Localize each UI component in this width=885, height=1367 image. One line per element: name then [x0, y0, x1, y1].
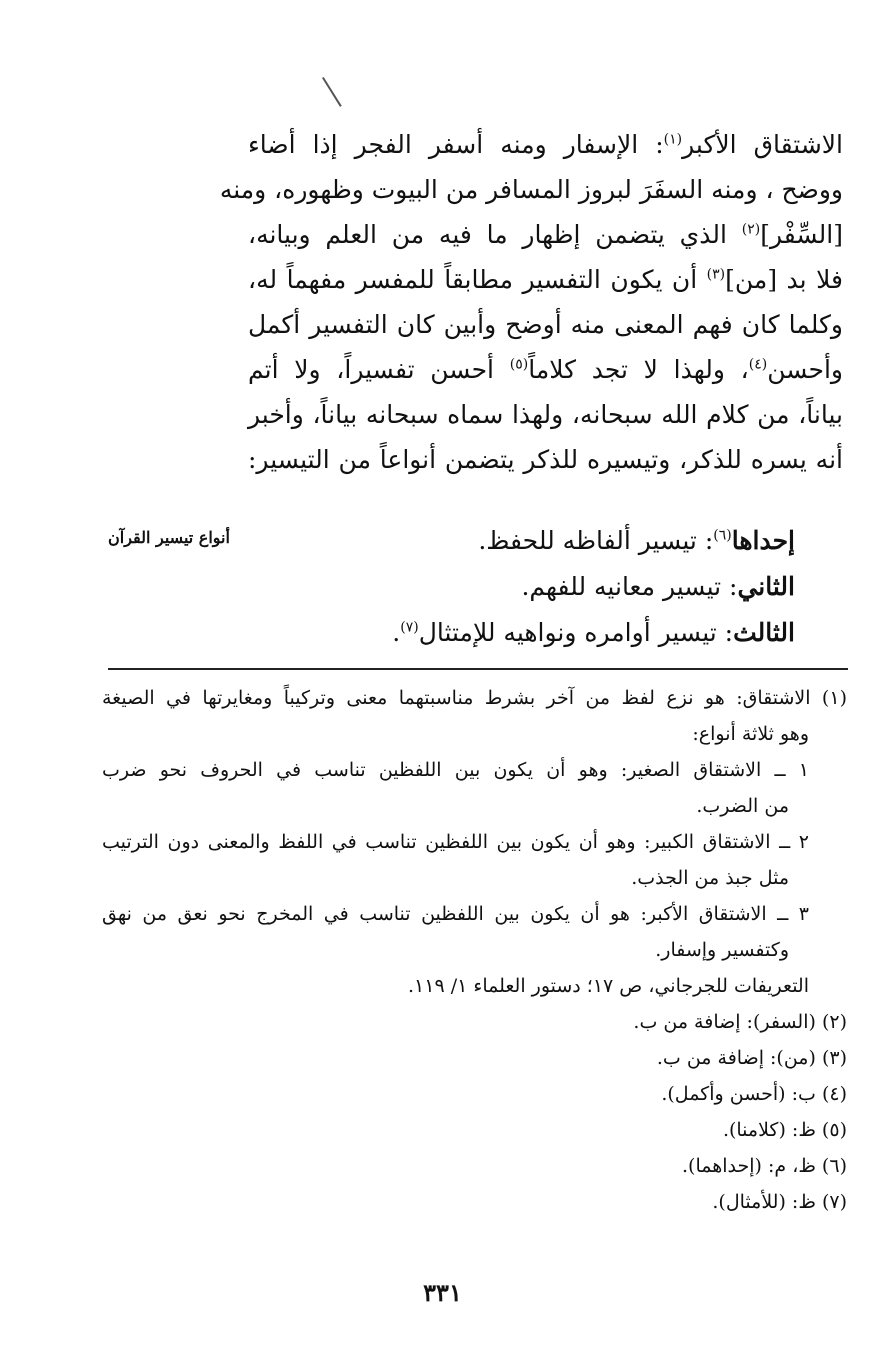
main-text	[219, 122, 843, 482]
footnote-ref-2: (٢)	[741, 221, 761, 238]
footnote-divider	[108, 668, 848, 670]
type-text-2: : تيسير معانيه للفهم.	[521, 572, 738, 601]
footnote-1-item-2: ٢ ــ الاشتقاق الكبير: وهو أن يكون بين اللفظين تناسب في اللفظ والمعنى دون الترتيب	[102, 831, 809, 853]
line-6-rest: أحسن تفسيراً، ولا أتم	[248, 355, 510, 384]
line-4-rest: أن يكون التفسير مطابقاً للمفسر مفهماً له،	[248, 265, 707, 294]
footnote-1-item-1-cont: من الضرب.	[696, 795, 789, 817]
line-1-start: الاشتقاق الأكبر	[682, 130, 843, 159]
footnote-1-source: التعريفات للجرجاني، ص ١٧؛ دستور العلماء ١/ ١١٩.	[408, 975, 809, 997]
type-label-2: الثاني	[737, 572, 795, 601]
footnote-ref-6: (٦)	[713, 527, 732, 544]
line-6-mid: ، ولهذا لا تجد كلاماً	[528, 355, 749, 384]
text-line-3	[248, 212, 843, 257]
footnote-6: (٦) ظ، م: (إحداهما).	[682, 1155, 847, 1177]
line-6-start: وأحسن	[767, 355, 843, 384]
line-1-rest: : الإسفار ومنه أسفر الفجر إذا أضاء	[248, 130, 664, 159]
footnote-1-item-3: ٣ ــ الاشتقاق الأكبر: هو أن يكون بين اللفظين تناسب في المخرج نحو نعق من نهق	[102, 903, 809, 925]
type-row-2	[275, 564, 795, 610]
text-line-7: بياناً، من كلام الله سبحانه، ولهذا سماه سبحانه بياناً، وأخبر	[248, 400, 843, 429]
footnote-2: (٢) (السفر): إضافة من ب.	[633, 1011, 847, 1033]
type-text-3: : تيسير أوامره ونواهيه للإمتثال	[418, 618, 734, 647]
easing-types-list	[275, 518, 795, 656]
margin-note: أنواع تيسير القرآن	[108, 528, 230, 547]
footnotes	[102, 680, 847, 1220]
line-3-start: [السِّفْر]	[760, 220, 843, 249]
type-text-1: : تيسير ألفاظه للحفظ.	[478, 526, 714, 555]
footnote-ref-1: (١)	[663, 131, 683, 148]
footnote-3: (٣) (من): إضافة من ب.	[656, 1047, 847, 1069]
footnote-ref-3: (٣)	[706, 266, 726, 283]
type-row-3	[275, 610, 795, 656]
footnote-ref-5: (٥)	[509, 356, 529, 373]
footnote-ref-4: (٤)	[748, 356, 768, 373]
footnote-1-line-1: (١) الاشتقاق: هو نزع لفظ من آخر بشرط مناسبتهما معنى وتركيباً ومغايرتها في الصيغة	[102, 687, 847, 709]
type-end-3: .	[392, 618, 401, 647]
type-label-1: إحداها	[731, 526, 795, 555]
footnote-1-item-2-cont: مثل جبذ من الجذب.	[631, 867, 789, 889]
footnote-1-line-2: وهو ثلاثة أنواع:	[692, 723, 809, 745]
text-line-2: ووضح ، ومنه السفَرَ لبروز المسافر من البيوت وظهوره، ومنه	[219, 175, 843, 204]
text-line-6	[248, 347, 843, 392]
text-line-4	[248, 257, 843, 302]
type-label-3: الثالث	[733, 618, 795, 647]
footnote-4: (٤) ب: (أحسن وأكمل).	[661, 1083, 847, 1105]
text-line-8: أنه يسره للذكر، وتيسيره للذكر يتضمن أنواعاً من التيسير:	[248, 445, 843, 474]
type-row-1	[275, 518, 795, 564]
footnote-1-item-3-cont: وكتفسير وإسفار.	[655, 939, 789, 961]
line-3-rest: الذي يتضمن إظهار ما فيه من العلم وبيانه،	[248, 220, 742, 249]
text-line-1	[248, 122, 843, 167]
footnote-1-item-1: ١ ــ الاشتقاق الصغير: وهو أن يكون بين اللفظين تناسب في الحروف نحو ضرب	[102, 759, 809, 781]
line-4-start: فلا بد [من]	[725, 265, 843, 294]
page-number: ٣٣١	[423, 1278, 462, 1307]
footnote-ref-7: (٧)	[400, 619, 419, 636]
footnote-7: (٧) ظ: (للأمثال).	[712, 1191, 847, 1213]
stray-pen-mark	[322, 77, 342, 107]
footnote-5: (٥) ظ: (كلامنا).	[722, 1119, 847, 1141]
text-line-5: وكلما كان فهم المعنى منه أوضح وأبين كان التفسير أكمل	[248, 310, 843, 339]
